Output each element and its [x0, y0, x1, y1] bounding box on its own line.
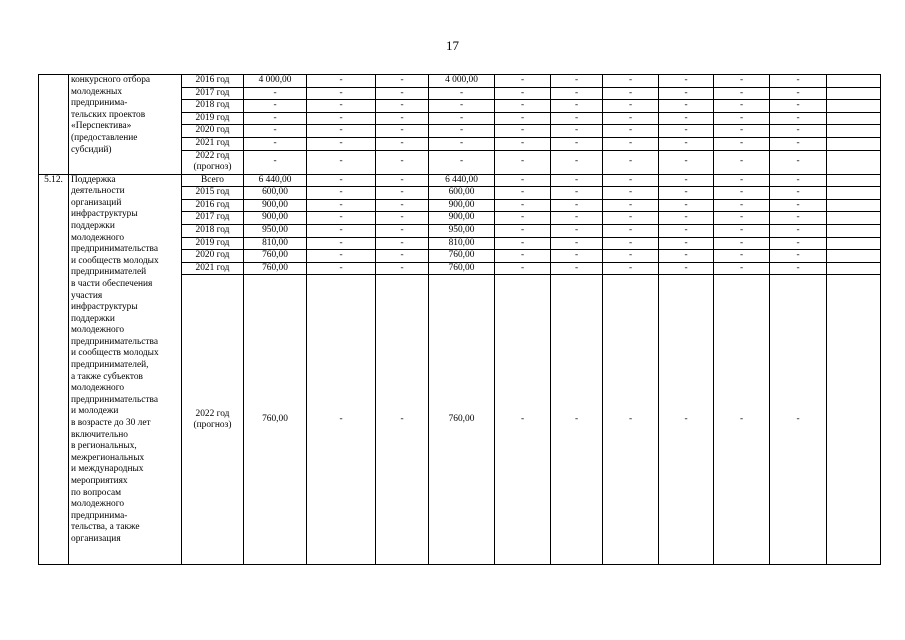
value-cell: - [307, 150, 376, 174]
value-cell [827, 212, 881, 225]
item-name-line: мероприятиях [71, 476, 128, 486]
value-cell [827, 237, 881, 250]
value-cell: 760,00 [244, 262, 307, 275]
value-cell: - [307, 275, 376, 565]
value-cell: - [307, 199, 376, 212]
value-cell: - [659, 187, 714, 200]
value-cell: - [376, 174, 429, 187]
value-cell: - [376, 125, 429, 138]
item-name-line: молодежных [71, 86, 123, 97]
value-cell: - [495, 125, 551, 138]
value-cell: - [770, 187, 827, 200]
value-cell: 600,00 [244, 187, 307, 200]
year-cell [182, 275, 244, 565]
item-name-line: в возрасте до 30 лет [71, 418, 151, 429]
item-name-line: в части обеспечения [71, 278, 153, 289]
value-cell: - [551, 237, 603, 250]
value-cell: - [495, 199, 551, 212]
value-cell: 760,00 [244, 250, 307, 263]
item-name-line: в региональных, [71, 441, 137, 452]
value-cell: - [714, 199, 770, 212]
value-cell [827, 100, 881, 113]
value-cell: - [770, 275, 827, 565]
value-cell: - [551, 100, 603, 113]
value-cell: - [429, 137, 495, 150]
value-cell: - [551, 87, 603, 100]
value-cell [827, 125, 881, 138]
item-name-line: организаций [71, 197, 122, 208]
value-cell: - [376, 212, 429, 225]
value-cell: - [244, 137, 307, 150]
value-cell: - [551, 137, 603, 150]
value-cell: - [714, 75, 770, 88]
item-name-line: поддержки [71, 313, 115, 324]
value-cell: - [307, 137, 376, 150]
value-cell: - [495, 224, 551, 237]
value-cell: - [714, 112, 770, 125]
value-cell: - [551, 150, 603, 174]
value-cell: - [551, 262, 603, 275]
value-cell: - [376, 112, 429, 125]
value-cell: - [376, 275, 429, 565]
value-cell: - [429, 112, 495, 125]
item-name-line: и международных [71, 464, 144, 475]
item-name-line: «Перспектива» [71, 121, 132, 132]
value-cell [827, 199, 881, 212]
value-cell: - [376, 75, 429, 88]
value-cell: - [551, 112, 603, 125]
value-cell: - [307, 187, 376, 200]
value-cell [827, 137, 881, 150]
value-cell: 4 000,00 [429, 75, 495, 88]
year-cell: 2016 год [182, 75, 244, 88]
value-cell: - [603, 112, 659, 125]
value-cell: - [770, 87, 827, 100]
value-cell: - [770, 75, 827, 88]
item-name-line: молодежного [71, 232, 125, 243]
value-cell: - [714, 87, 770, 100]
value-cell: - [307, 250, 376, 263]
item-name [69, 174, 182, 565]
value-cell: - [551, 187, 603, 200]
value-cell: - [429, 150, 495, 174]
item-name-line: участия [71, 290, 103, 301]
value-cell: - [603, 87, 659, 100]
value-cell: - [603, 100, 659, 113]
value-cell: - [376, 150, 429, 174]
item-name-line: а также субъектов [71, 371, 143, 382]
item-name-line: по вопросам [71, 487, 122, 498]
item-name-line: (предоставление [71, 132, 138, 143]
item-name-line: субсидий) [71, 144, 112, 155]
value-cell: - [376, 100, 429, 113]
value-cell: - [659, 199, 714, 212]
value-cell: 4 000,00 [244, 75, 307, 88]
item-name-line: тельских проектов [71, 109, 146, 120]
year-cell: 2015 год [182, 187, 244, 200]
item-name-line: тельства, а также [71, 522, 140, 533]
year-cell: 2018 год [182, 224, 244, 237]
value-cell: - [603, 250, 659, 263]
value-cell: - [603, 224, 659, 237]
value-cell: - [551, 199, 603, 212]
value-cell: - [603, 275, 659, 565]
value-cell: - [603, 262, 659, 275]
value-cell: - [495, 174, 551, 187]
value-cell: - [495, 250, 551, 263]
value-cell [827, 112, 881, 125]
value-cell: - [659, 174, 714, 187]
value-cell: - [244, 125, 307, 138]
value-cell: - [495, 112, 551, 125]
value-cell [827, 187, 881, 200]
value-cell: 6 440,00 [429, 174, 495, 187]
value-cell: - [244, 150, 307, 174]
value-cell: - [659, 224, 714, 237]
value-cell: - [376, 262, 429, 275]
item-name-line: предпринимателей [71, 267, 147, 278]
year-cell: 2020 год [182, 250, 244, 263]
value-cell: - [495, 237, 551, 250]
value-cell: - [714, 100, 770, 113]
value-cell: - [714, 187, 770, 200]
value-cell: - [307, 224, 376, 237]
value-cell: - [770, 199, 827, 212]
value-cell: 600,00 [429, 187, 495, 200]
value-cell: - [429, 125, 495, 138]
value-cell: - [376, 187, 429, 200]
value-cell: - [495, 212, 551, 225]
value-cell: - [551, 275, 603, 565]
value-cell: - [659, 150, 714, 174]
value-cell: - [603, 150, 659, 174]
year-forecast-label: (прогноз) [193, 419, 232, 430]
value-cell: - [551, 125, 603, 138]
value-cell: - [307, 125, 376, 138]
value-cell: - [770, 112, 827, 125]
item-name-line: инфраструктуры [71, 302, 138, 313]
year-cell: 2020 год [182, 125, 244, 138]
item-name-line: предпринимательства [71, 394, 158, 405]
year-label: 2022 год [195, 151, 230, 162]
item-name-line: предпринима- [71, 98, 128, 109]
value-cell: - [714, 275, 770, 565]
value-cell: - [770, 150, 827, 174]
item-name-line: Поддержка [71, 174, 116, 185]
value-cell: - [659, 125, 714, 138]
value-cell: - [495, 75, 551, 88]
value-cell [827, 275, 881, 565]
value-cell: - [603, 199, 659, 212]
year-cell: 2016 год [182, 199, 244, 212]
value-cell: - [659, 250, 714, 263]
item-name-line: включительно [71, 429, 128, 440]
value-cell: - [659, 137, 714, 150]
value-cell: - [376, 137, 429, 150]
value-cell: - [603, 137, 659, 150]
value-cell [827, 250, 881, 263]
value-cell: 760,00 [244, 275, 307, 565]
table-row [39, 174, 881, 187]
value-cell: - [376, 237, 429, 250]
value-cell: - [495, 187, 551, 200]
value-cell: 6 440,00 [244, 174, 307, 187]
item-name-line: и сообществ молодых [71, 255, 159, 266]
value-cell: - [307, 100, 376, 113]
year-cell: 2021 год [182, 137, 244, 150]
value-cell: - [551, 212, 603, 225]
value-cell: - [551, 250, 603, 263]
year-forecast-label: (прогноз) [193, 162, 232, 173]
value-cell: - [307, 112, 376, 125]
value-cell: - [770, 137, 827, 150]
value-cell: - [714, 237, 770, 250]
item-name-line: предпринимательства [71, 336, 158, 347]
value-cell: - [495, 262, 551, 275]
value-cell: - [307, 212, 376, 225]
table-row [39, 75, 881, 88]
value-cell: - [770, 125, 827, 138]
value-cell: - [307, 174, 376, 187]
year-cell: 2017 год [182, 212, 244, 225]
item-name-line: предпринимателей, [71, 360, 149, 371]
value-cell: - [551, 174, 603, 187]
value-cell: 900,00 [244, 199, 307, 212]
value-cell: 900,00 [429, 199, 495, 212]
value-cell: - [495, 87, 551, 100]
value-cell: 950,00 [429, 224, 495, 237]
value-cell: - [429, 100, 495, 113]
value-cell [827, 87, 881, 100]
year-cell: Всего [182, 174, 244, 187]
value-cell: - [659, 87, 714, 100]
page-number: 17 [446, 38, 459, 53]
value-cell: - [495, 137, 551, 150]
value-cell: - [495, 150, 551, 174]
value-cell: - [244, 112, 307, 125]
value-cell: 760,00 [429, 250, 495, 263]
value-cell: - [714, 212, 770, 225]
value-cell: - [376, 199, 429, 212]
value-cell: - [244, 100, 307, 113]
year-cell [182, 150, 244, 174]
value-cell: - [770, 237, 827, 250]
year-cell: 2017 год [182, 87, 244, 100]
value-cell: - [714, 150, 770, 174]
value-cell: - [244, 87, 307, 100]
value-cell: - [659, 100, 714, 113]
value-cell: - [659, 262, 714, 275]
value-cell: 900,00 [244, 212, 307, 225]
value-cell: - [495, 275, 551, 565]
item-name-line: деятельности [71, 186, 125, 197]
item-name-line: молодежного [71, 499, 125, 510]
value-cell: - [307, 262, 376, 275]
value-cell: - [603, 75, 659, 88]
value-cell: - [307, 75, 376, 88]
budget-table [38, 74, 881, 565]
value-cell: - [659, 275, 714, 565]
item-name-line: и сообществ молодых [71, 348, 159, 359]
value-cell: - [714, 250, 770, 263]
value-cell [827, 174, 881, 187]
value-cell: - [770, 174, 827, 187]
value-cell: - [659, 75, 714, 88]
value-cell: 810,00 [429, 237, 495, 250]
item-name-line: предпринима- [71, 510, 128, 521]
year-cell: 2021 год [182, 262, 244, 275]
value-cell: - [714, 262, 770, 275]
value-cell: - [714, 224, 770, 237]
value-cell: - [770, 224, 827, 237]
value-cell [827, 262, 881, 275]
item-name-line: организация [71, 533, 121, 544]
value-cell: - [495, 100, 551, 113]
value-cell [827, 75, 881, 88]
year-cell: 2019 год [182, 112, 244, 125]
value-cell: - [307, 87, 376, 100]
value-cell: 760,00 [429, 262, 495, 275]
value-cell: 760,00 [429, 275, 495, 565]
value-cell: - [714, 125, 770, 138]
value-cell [827, 224, 881, 237]
value-cell: 810,00 [244, 237, 307, 250]
value-cell: - [603, 212, 659, 225]
value-cell: - [376, 87, 429, 100]
item-name-line: и молодежи [71, 406, 119, 417]
value-cell: 900,00 [429, 212, 495, 225]
value-cell: - [551, 224, 603, 237]
item-name-line: предпринимательства [71, 244, 158, 255]
value-cell: - [429, 87, 495, 100]
item-name-line: молодежного [71, 325, 125, 336]
value-cell: - [659, 112, 714, 125]
value-cell: - [603, 125, 659, 138]
value-cell: - [603, 174, 659, 187]
value-cell: - [770, 250, 827, 263]
value-cell: - [376, 250, 429, 263]
value-cell: - [659, 212, 714, 225]
year-cell: 2018 год [182, 100, 244, 113]
year-label: 2022 год [195, 408, 230, 419]
item-number: 5.12. [39, 174, 69, 565]
value-cell: - [603, 237, 659, 250]
value-cell: - [714, 137, 770, 150]
value-cell: - [551, 75, 603, 88]
value-cell: - [770, 262, 827, 275]
item-name-line: межрегиональных [71, 452, 145, 463]
item-name-line: молодежного [71, 383, 125, 394]
item-name-line: конкурсного отбора [71, 75, 151, 85]
value-cell: - [770, 100, 827, 113]
value-cell: - [376, 224, 429, 237]
value-cell: - [770, 212, 827, 225]
item-name-line: поддержки [71, 220, 115, 231]
item-name [69, 75, 182, 175]
item-number [39, 75, 69, 175]
value-cell: - [603, 187, 659, 200]
year-cell: 2019 год [182, 237, 244, 250]
value-cell: - [659, 237, 714, 250]
value-cell: - [307, 237, 376, 250]
item-name-line: инфраструктуры [71, 209, 138, 220]
value-cell [827, 150, 881, 174]
value-cell: 950,00 [244, 224, 307, 237]
value-cell: - [714, 174, 770, 187]
